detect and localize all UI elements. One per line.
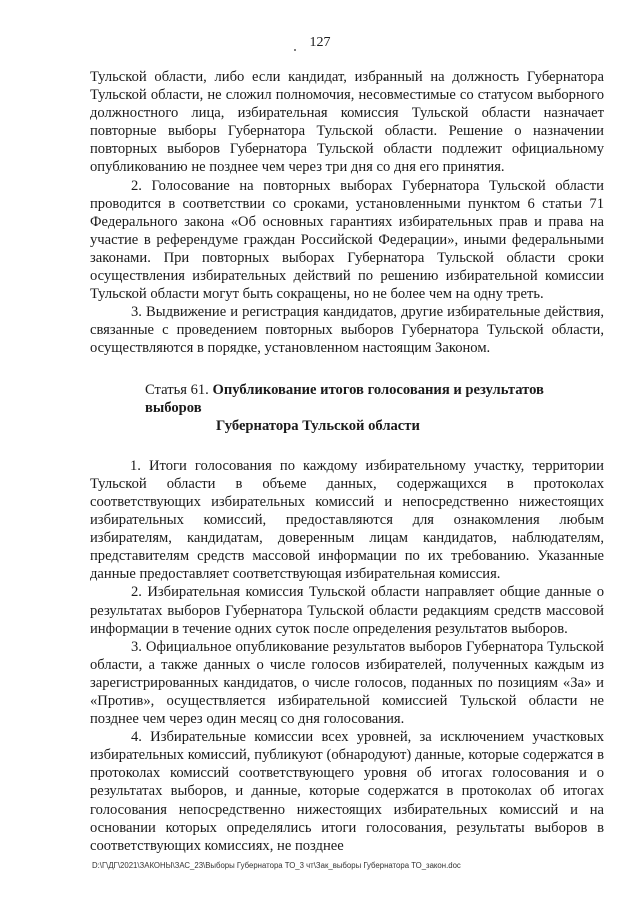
article-title-line2: Губернатора Тульской области	[216, 417, 420, 434]
article-paragraph-1: 1. Итоги голосования по каждому избирательному участку, территории Тульской области в объеме данных, содержащихся в протоколах соответствующих избирательных комиссий и непосредственно нижестоящих избирательных комиссий, предоставляются для ознакомления любым избирателям, кандидатам, доверенным лицам кандидатов, наблюдателям, представителям средств массовой информации по их требованию. Указанные данные предоставляет соответствующая избирательная комиссия.	[90, 457, 604, 583]
article-paragraph-4: 4. Избирательные комиссии всех уровней, за исключением участковых избирательных комиссий, публикуют (обнародуют) данные, которые содержатся в протоколах комиссий соответствующего уровня об итогах голосования и о результатах выборов, и данные, которые содержатся в протоколах об итогах голосования непосредственно нижестоящих избирательных комиссий и на основании которых определялись итоги голосования, результаты выборов в соответствующих комиссиях, не позднее	[90, 729, 604, 854]
paragraph-continuation: Тульской области, либо если кандидат, избранный на должность Губернатора Тульской области, не сложил полномочия, несовместимые со статусом выборного должностного лица, избирательная комиссия Тульской области назначает повторные выборы Губернатора Тульской области. Решение о назначении повторных выборов Губернатора Тульской области подлежит официальному опубликованию не позднее чем через три дня со дня его принятия.	[90, 69, 604, 176]
article-heading	[90, 381, 604, 435]
paragraph-item-2: 2. Голосование на повторных выборах Губернатора Тульской области проводится в соответствии со сроками, установленными пунктом 6 статьи 71 Федерального закона «Об основных гарантиях избирательных прав и права на участие в референдуме граждан Российской Федерации», иными федеральными законами. При повторных выборах Губернатора Тульской области сроки осуществления избирательных действий по решению избирательной комиссии Тульской области могут быть сокращены, но не более чем на одну треть.	[90, 177, 604, 303]
article-title-line1: Опубликование итогов голосования и результатов выборов	[145, 381, 544, 416]
document-body	[90, 68, 604, 855]
article-paragraph-3: 3. Официальное опубликование результатов выборов Губернатора Тульской области, а также данных о числе голосов избирателей, полученных каждым из зарегистрированных кандидатов, о числе голосов, поданных по позициям «За» и «Против», осуществляется избирательной комиссией Тульской области не позднее чем через один месяц со дня голосования.	[90, 638, 604, 728]
article-paragraph-2: 2. Избирательная комиссия Тульской области направляет общие данные о результатах выборов Губернатора Тульской области редакциям средств массовой информации в течение одних суток после определения результатов выборов.	[90, 584, 604, 637]
page-number: 127	[309, 35, 331, 50]
file-path-footer: D:\Г\ДГ\2021\ЗАКОНЫ\ЗАС_23\Выборы Губернатора ТО_3 чт\Зак_выборы Губернатора ТО_закон.doc	[92, 861, 461, 870]
paragraph-item-3: 3. Выдвижение и регистрация кандидатов, другие избирательные действия, связанные с проведением повторных выборов Губернатора Тульской области, осуществляются в порядке, установленном настоящим Законом.	[90, 304, 604, 357]
article-number: Статья 61.	[145, 381, 209, 398]
